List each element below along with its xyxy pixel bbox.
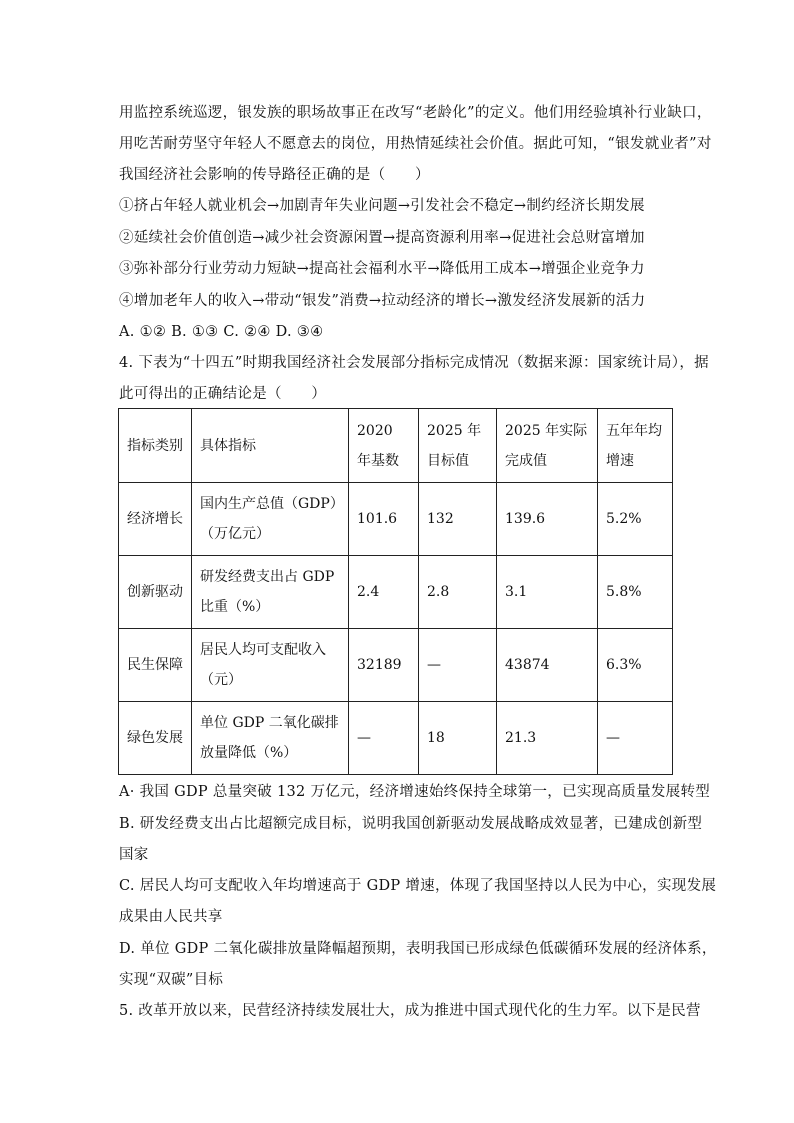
table-cell: 18: [419, 702, 497, 775]
header-cell: 2025 年实际完成值: [497, 409, 598, 483]
q4-option-b-line-2: 国家: [119, 847, 149, 863]
table-cell: 研发经费支出占 GDP 比重（%）: [192, 556, 349, 629]
q3-text-line-3: 我国经济社会影响的传导路径正确的是（ ）: [119, 167, 430, 183]
q4-stem-line-1: 4. 下表为“十四五”时期我国经济社会发展部分指标完成情况（数据来源：国家统计局），据: [119, 355, 709, 371]
q3-option-4: ④增加老年人的收入→带动“银发”消费→拉动经济的增长→激发经济发展新的活力: [119, 293, 646, 309]
table-cell: 单位 GDP 二氧化碳排放量降低（%）: [192, 702, 349, 775]
q4-option-b-line-1: B. 研发经费支出占比超额完成目标，说明我国创新驱动发展战略成效显著，已建成创新型: [119, 816, 703, 832]
table-cell: 国内生产总值（GDP）（万亿元）: [192, 483, 349, 556]
table-cell: 21.3: [497, 702, 598, 775]
q4-option-c-line-1: C. 居民人均可支配收入年均增速高于 GDP 增速，体现了我国坚持以人民为中心，实现发展: [119, 878, 717, 894]
q4-option-d-line-2: 实现“双碳”目标: [119, 972, 224, 988]
table-cell: 5.2%: [598, 483, 673, 556]
q4-option-a: A· 我国 GDP 总量突破 132 万亿元，经济增速始终保持全球第一，已实现高质量发展转型: [119, 784, 711, 800]
table-cell: 5.8%: [598, 556, 673, 629]
table-cell: 2.8: [419, 556, 497, 629]
table-cell: 绿色发展: [119, 702, 192, 775]
table-cell: 101.6: [349, 483, 419, 556]
table-row: [119, 629, 673, 702]
header-cell: 2020 年基数: [349, 409, 419, 483]
q5-stem: 5. 改革开放以来，民营经济持续发展壮大，成为推进中国式现代化的生力军。以下是民营: [119, 1003, 701, 1019]
q3-text-line-2: 用吃苦耐劳坚守年轻人不愿意去的岗位，用热情延续社会价值。据此可知，“银发就业者”对: [119, 136, 712, 152]
table-cell: 6.3%: [598, 629, 673, 702]
table-cell: 132: [419, 483, 497, 556]
header-cell: 指标类别: [119, 409, 192, 483]
table-cell: 创新驱动: [119, 556, 192, 629]
table-cell: 43874: [497, 629, 598, 702]
header-cell: 具体指标: [192, 409, 349, 483]
table-row: [119, 702, 673, 775]
q3-answer-choices: A. ①② B. ①③ C. ②④ D. ③④: [119, 324, 324, 340]
table-row: [119, 556, 673, 629]
table-cell: 经济增长: [119, 483, 192, 556]
q4-option-d-line-1: D. 单位 GDP 二氧化碳排放量降幅超预期，表明我国已形成绿色低碳循环发展的经济体系，: [119, 941, 717, 957]
table-row: [119, 483, 673, 556]
table-cell: 139.6: [497, 483, 598, 556]
q4-option-c-line-2: 成果由人民共享: [119, 909, 223, 925]
q3-option-1: ①挤占年轻人就业机会→加剧青年失业问题→引发社会不稳定→制约经济长期发展: [119, 198, 645, 214]
table-cell: 居民人均可支配收入（元）: [192, 629, 349, 702]
table-cell: 3.1: [497, 556, 598, 629]
indicator-table: [118, 408, 673, 775]
table-cell: 2.4: [349, 556, 419, 629]
q3-text-line-1: 用监控系统巡逻，银发族的职场故事正在改写“老龄化”的定义。他们用经验填补行业缺口，: [119, 105, 712, 121]
table-cell: 民生保障: [119, 629, 192, 702]
q3-option-3: ③弥补部分行业劳动力短缺→提高社会福利水平→降低用工成本→增强企业竞争力: [119, 261, 645, 277]
table-header-row: [119, 409, 673, 483]
header-cell: 2025 年目标值: [419, 409, 497, 483]
q3-option-2: ②延续社会价值创造→减少社会资源闲置→提高资源利用率→促进社会总财富增加: [119, 230, 645, 246]
table-cell: 32189: [349, 629, 419, 702]
table-cell: —: [598, 702, 673, 775]
header-cell: 五年年均增速: [598, 409, 673, 483]
table-cell: —: [419, 629, 497, 702]
table-cell: —: [349, 702, 419, 775]
q4-stem-line-2: 此可得出的正确结论是（ ）: [119, 386, 327, 402]
